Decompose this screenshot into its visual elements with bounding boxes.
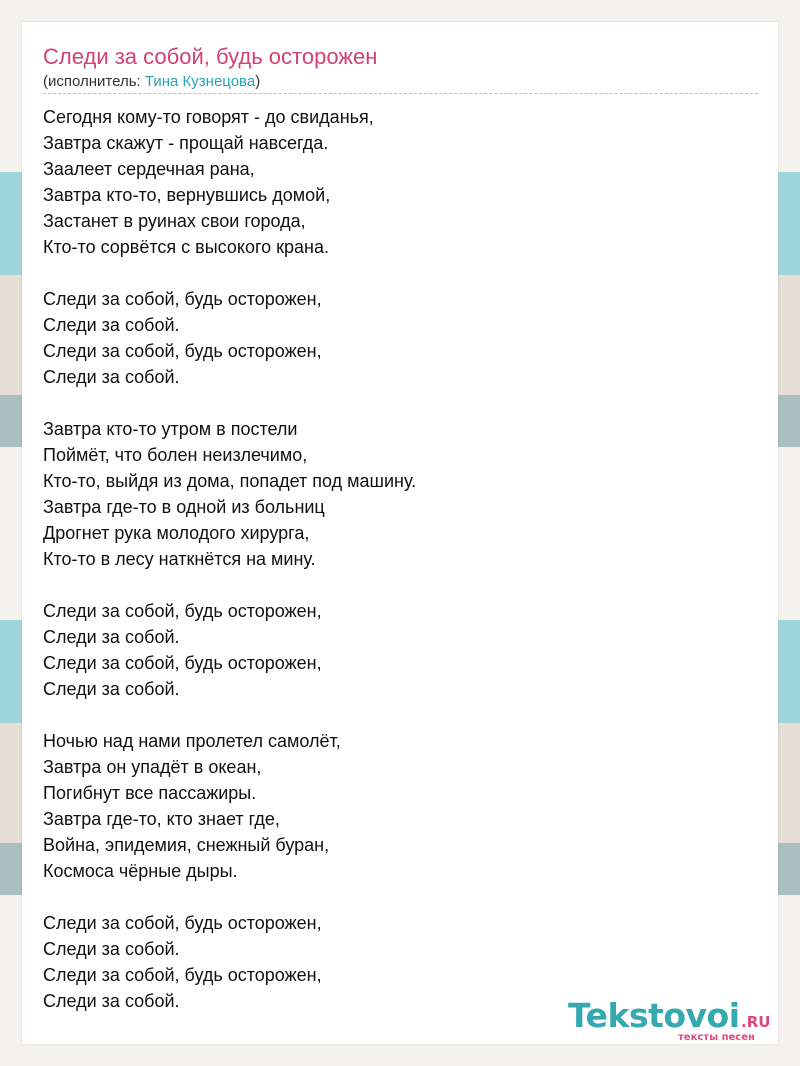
lyric-line: Космоса чёрные дыры.: [43, 861, 238, 881]
logo-wordmark: Tekstovoi: [568, 996, 740, 1035]
performer-line: [43, 73, 260, 90]
lyric-line: Сегодня кому-то говорят - до свиданья,: [43, 107, 374, 127]
lyric-line: Следи за собой.: [43, 991, 180, 1011]
lyrics-card: [22, 22, 778, 1044]
lyric-line: Поймёт, что болен неизлечимо,: [43, 445, 308, 465]
stanza-gap: [43, 390, 758, 416]
logo-domain: .RU: [741, 1013, 771, 1031]
performer-suffix: ): [255, 73, 261, 90]
lyrics-text: [43, 104, 758, 1014]
lyric-line: Следи за собой, будь осторожен,: [43, 289, 322, 309]
song-title: Следи за собой, будь осторожен: [43, 44, 378, 69]
lyric-line: Кто-то, выйдя из дома, попадет под машину.: [43, 471, 417, 491]
logo-tagline: тексты песен: [678, 1032, 755, 1043]
lyric-line: Следи за собой.: [43, 679, 180, 699]
lyric-line: Следи за собой, будь осторожен,: [43, 653, 322, 673]
lyric-line: Дрогнет рука молодого хирурга,: [43, 523, 310, 543]
artist-link[interactable]: Тина Кузнецова: [144, 73, 256, 90]
stanza-gap: [43, 260, 758, 286]
lyric-line: Война, эпидемия, снежный буран,: [43, 835, 330, 855]
lyric-line: Следи за собой.: [43, 939, 180, 959]
lyric-line: Кто-то сорвётся с высокого крана.: [43, 237, 330, 257]
lyric-line: Застанет в руинах свои города,: [43, 211, 306, 231]
performer-prefix: (исполнитель:: [43, 73, 145, 90]
lyric-line: Ночью над нами пролетел самолёт,: [43, 731, 341, 751]
lyric-line: Завтра скажут - прощай навсегда.: [43, 133, 329, 153]
lyric-line: Заалеет сердечная рана,: [43, 159, 255, 179]
lyric-line: Следи за собой, будь осторожен,: [43, 913, 322, 933]
lyric-line: Следи за собой, будь осторожен,: [43, 601, 322, 621]
stanza-gap: [43, 884, 758, 910]
lyric-line: Следи за собой.: [43, 315, 180, 335]
lyric-line: Завтра он упадёт в океан,: [43, 757, 262, 777]
lyric-line: Завтра где-то, кто знает где,: [43, 809, 280, 829]
lyric-line: Следи за собой.: [43, 367, 180, 387]
lyric-line: Кто-то в лесу наткнётся на мину.: [43, 549, 316, 569]
title-divider: [43, 93, 758, 94]
lyric-line: Следи за собой, будь осторожен,: [43, 341, 322, 361]
lyric-line: Следи за собой, будь осторожен,: [43, 965, 322, 985]
lyric-line: Следи за собой.: [43, 627, 180, 647]
lyric-line: Погибнут все пассажиры.: [43, 783, 257, 803]
tekstovoi-logo[interactable]: [568, 996, 778, 1046]
lyric-line: Завтра кто-то утром в постели: [43, 419, 298, 439]
lyric-line: Завтра кто-то, вернувшись домой,: [43, 185, 331, 205]
stanza-gap: [43, 572, 758, 598]
stanza-gap: [43, 702, 758, 728]
lyric-line: Завтра где-то в одной из больниц: [43, 497, 325, 517]
